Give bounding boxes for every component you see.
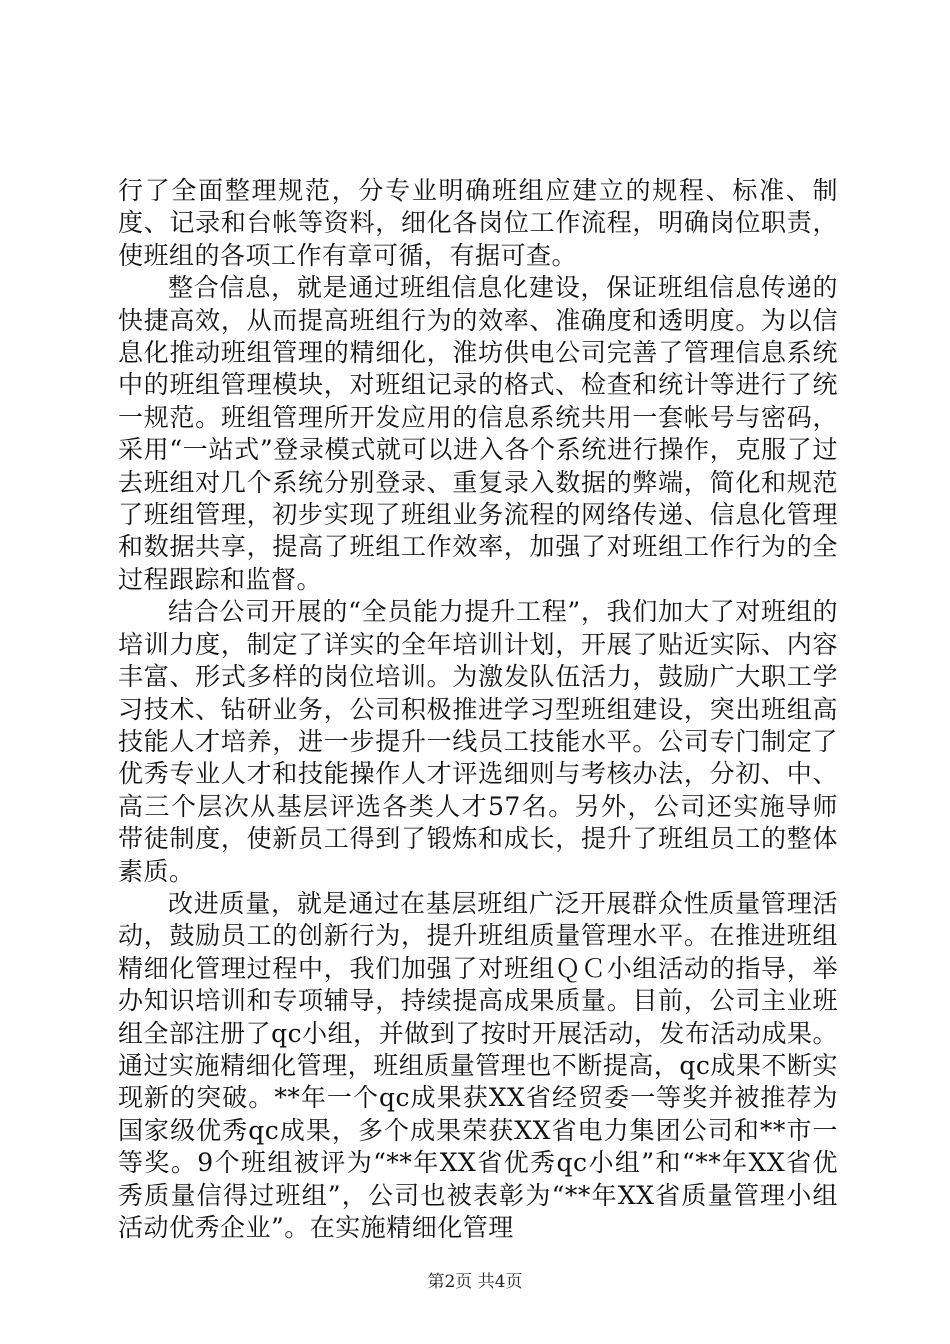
page-footer [0,1267,950,1292]
document-body [118,175,838,1244]
paragraph-1: 行了全面整理规范，分专业明确班组应建立的规程、标准、制度、记录和台帐等资料，细化各岗位工作流程，明确岗位职责，使班组的各项工作有章可循，有据可查。 [118,176,838,270]
paragraph-2: 整合信息，就是通过班组信息化建设，保证班组信息传递的快捷高效，从而提高班组行为的效率、准确度和透明度。为以信息化推动班组管理的精细化，淮坊供电公司完善了管理信息系统中的班组管理模块，对班组记录的格式、检查和统计等进行了统一规范。班组管理所开发应用的信息系统共用一套帐号与密码，采用“一站式”登录模式就可以进入各个系统进行操作，克服了过去班组对几个系统分别登录、重复录入数据的弊端，简化和规范了班组管理，初步实现了班组业务流程的网络传递、信息化管理和数据共享，提高了班组工作效率，加强了对班组工作行为的全过程跟踪和监督。 [118,273,838,594]
paragraph-3: 结合公司开展的“全员能力提升工程”，我们加大了对班组的培训力度，制定了详实的全年培训计划，开展了贴近实际、内容丰富、形式多样的岗位培训。为激发队伍活力，鼓励广大职工学习技术、钻研业务，公司积极推进学习型班组建设，突出班组高技能人才培养，进一步提升一线员工技能水平。公司专门制定了优秀专业人才和技能操作人才评选细则与考核办法，分初、中、高三个层次从基层评选各类人才57名。另外，公司还实施导师带徒制度，使新员工得到了锻炼和成长，提升了班组员工的整体素质。 [118,597,838,886]
page-number-label: 第2页 共4页 [427,1272,523,1292]
paragraph-4: 改进质量，就是通过在基层班组广泛开展群众性质量管理活动，鼓励员工的创新行为，提升班组质量管理水平。在推进班组精细化管理过程中，我们加强了对班组ＱＣ小组活动的指导，举办知识培训和专项辅导，持续提高成果质量。目前，公司主业班组全部注册了qc小组，并做到了按时开展活动，发布活动成果。通过实施精细化管理，班组质量管理也不断提高，qc成果不断实现新的突破。**年一个qc成果获XX省经贸委一等奖并被推荐为国家级优秀qc成果，多个成果荣获XX省电力集团公司和**市一等奖。9个班组被评为“**年XX省优秀qc小组”和“**年XX省优秀质量信得过班组”，公司也被表彰为“**年XX省质量管理小组活动优秀企业”。在实施精细化管理 [118,888,838,1242]
